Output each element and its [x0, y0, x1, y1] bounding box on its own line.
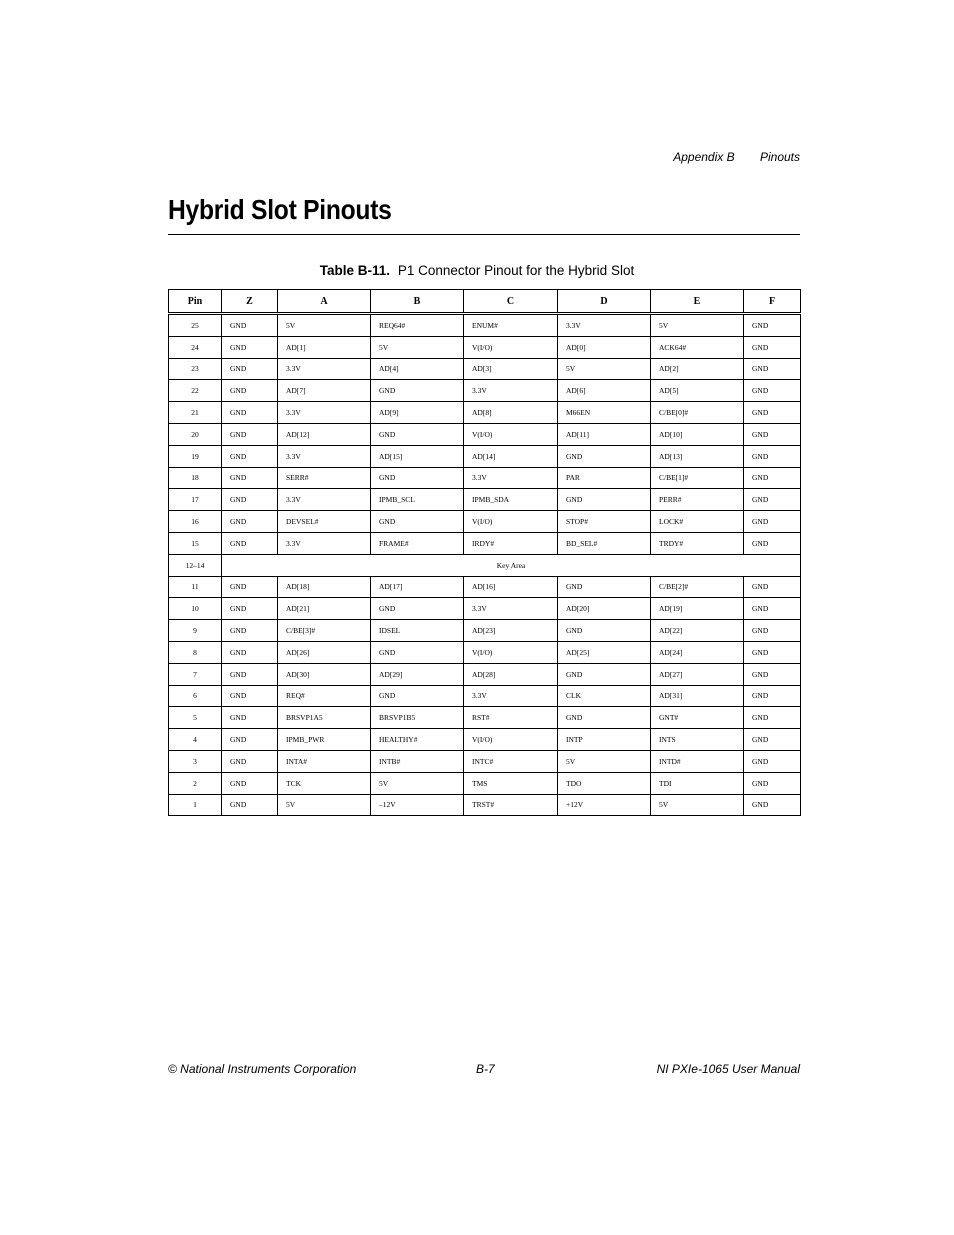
- signal-cell: +12V: [558, 794, 651, 816]
- signal-cell: INTB#: [371, 750, 464, 772]
- signal-cell: GND: [222, 445, 278, 467]
- signal-cell: 3.3V: [278, 402, 371, 424]
- signal-cell: AD[26]: [278, 641, 371, 663]
- pin-number-cell: 16: [169, 511, 222, 533]
- signal-cell: GND: [222, 576, 278, 598]
- signal-cell: INTS: [651, 729, 744, 751]
- signal-cell: GNT#: [651, 707, 744, 729]
- signal-cell: AD[19]: [651, 598, 744, 620]
- signal-cell: TDO: [558, 772, 651, 794]
- pin-number-cell: 24: [169, 336, 222, 358]
- signal-cell: GND: [744, 750, 801, 772]
- signal-cell: RST#: [464, 707, 558, 729]
- signal-cell: INTD#: [651, 750, 744, 772]
- signal-cell: GND: [222, 598, 278, 620]
- signal-cell: AD[17]: [371, 576, 464, 598]
- signal-cell: GND: [744, 402, 801, 424]
- signal-cell: TDI: [651, 772, 744, 794]
- signal-cell: INTP: [558, 729, 651, 751]
- table-row: [169, 380, 801, 402]
- table-body: [169, 314, 801, 816]
- table-caption-label: Table B-11.: [319, 263, 391, 278]
- signal-cell: GND: [744, 467, 801, 489]
- signal-cell: 5V: [558, 750, 651, 772]
- title-rule: [168, 234, 800, 235]
- signal-cell: AD[11]: [558, 423, 651, 445]
- signal-cell: 3.3V: [278, 358, 371, 380]
- table-row: [169, 445, 801, 467]
- signal-cell: ACK64#: [651, 336, 744, 358]
- running-header: [651, 150, 800, 164]
- pin-number-cell: 10: [169, 598, 222, 620]
- signal-cell: AD[6]: [558, 380, 651, 402]
- signal-cell: GND: [744, 663, 801, 685]
- table-row: [169, 641, 801, 663]
- column-header-e: E: [651, 290, 744, 314]
- signal-cell: GND: [744, 423, 801, 445]
- table-row: [169, 358, 801, 380]
- table-row: [169, 772, 801, 794]
- signal-cell: GND: [222, 314, 278, 337]
- table-row: [169, 576, 801, 598]
- key-area-row: [169, 554, 801, 576]
- signal-cell: BD_SEL#: [558, 532, 651, 554]
- pinout-table: [168, 289, 801, 816]
- table-row: [169, 750, 801, 772]
- signal-cell: INTA#: [278, 750, 371, 772]
- pin-number-cell: 15: [169, 532, 222, 554]
- signal-cell: ENUM#: [464, 314, 558, 337]
- pin-number-cell: 11: [169, 576, 222, 598]
- signal-cell: GND: [222, 467, 278, 489]
- signal-cell: GND: [744, 489, 801, 511]
- signal-cell: V(I/O): [464, 511, 558, 533]
- signal-cell: REQ#: [278, 685, 371, 707]
- pin-number-cell: 21: [169, 402, 222, 424]
- pin-number-cell: 2: [169, 772, 222, 794]
- key-area-cell: Key Area: [222, 554, 801, 576]
- pin-number-cell: 9: [169, 620, 222, 642]
- signal-cell: TCK: [278, 772, 371, 794]
- signal-cell: GND: [744, 380, 801, 402]
- signal-cell: AD[22]: [651, 620, 744, 642]
- signal-cell: GND: [558, 489, 651, 511]
- signal-cell: PERR#: [651, 489, 744, 511]
- column-header-z: Z: [222, 290, 278, 314]
- pin-number-cell: 18: [169, 467, 222, 489]
- signal-cell: AD[13]: [651, 445, 744, 467]
- signal-cell: LOCK#: [651, 511, 744, 533]
- signal-cell: GND: [222, 511, 278, 533]
- signal-cell: AD[31]: [651, 685, 744, 707]
- table-row: [169, 598, 801, 620]
- signal-cell: GND: [222, 532, 278, 554]
- pin-number-cell: 5: [169, 707, 222, 729]
- signal-cell: AD[18]: [278, 576, 371, 598]
- signal-cell: GND: [744, 794, 801, 816]
- page-title: Hybrid Slot Pinouts: [168, 194, 392, 225]
- signal-cell: IDSEL: [371, 620, 464, 642]
- signal-cell: 3.3V: [464, 380, 558, 402]
- footer-page-number: B-7: [476, 1062, 495, 1076]
- signal-cell: 5V: [278, 794, 371, 816]
- signal-cell: GND: [222, 707, 278, 729]
- signal-cell: AD[21]: [278, 598, 371, 620]
- signal-cell: GND: [371, 598, 464, 620]
- signal-cell: 5V: [371, 336, 464, 358]
- signal-cell: AD[5]: [651, 380, 744, 402]
- pin-number-cell: 4: [169, 729, 222, 751]
- signal-cell: AD[8]: [464, 402, 558, 424]
- signal-cell: BRSVP1A5: [278, 707, 371, 729]
- signal-cell: DEVSEL#: [278, 511, 371, 533]
- signal-cell: M66EN: [558, 402, 651, 424]
- signal-cell: GND: [744, 641, 801, 663]
- signal-cell: 3.3V: [464, 598, 558, 620]
- signal-cell: 3.3V: [278, 532, 371, 554]
- footer-copyright: © National Instruments Corporation: [168, 1062, 357, 1076]
- signal-cell: V(I/O): [464, 729, 558, 751]
- pin-number-cell: 3: [169, 750, 222, 772]
- signal-cell: AD[15]: [371, 445, 464, 467]
- signal-cell: AD[24]: [651, 641, 744, 663]
- signal-cell: GND: [744, 511, 801, 533]
- signal-cell: V(I/O): [464, 423, 558, 445]
- signal-cell: 5V: [371, 772, 464, 794]
- signal-cell: TMS: [464, 772, 558, 794]
- signal-cell: STOP#: [558, 511, 651, 533]
- signal-cell: AD[0]: [558, 336, 651, 358]
- signal-cell: AD[12]: [278, 423, 371, 445]
- signal-cell: AD[29]: [371, 663, 464, 685]
- signal-cell: AD[2]: [651, 358, 744, 380]
- signal-cell: GND: [222, 729, 278, 751]
- table-header-row: [169, 290, 801, 314]
- column-header-d: D: [558, 290, 651, 314]
- table-row: [169, 620, 801, 642]
- signal-cell: GND: [222, 358, 278, 380]
- signal-cell: GND: [371, 641, 464, 663]
- signal-cell: 3.3V: [464, 685, 558, 707]
- signal-cell: AD[27]: [651, 663, 744, 685]
- signal-cell: GND: [222, 750, 278, 772]
- table-caption: [0, 263, 954, 278]
- table-row: [169, 532, 801, 554]
- footer-manual-title: NI PXIe-1065 User Manual: [656, 1062, 800, 1076]
- table-row: [169, 314, 801, 337]
- signal-cell: AD[16]: [464, 576, 558, 598]
- column-header-b: B: [371, 290, 464, 314]
- signal-cell: GND: [558, 576, 651, 598]
- signal-cell: GND: [744, 336, 801, 358]
- signal-cell: AD[7]: [278, 380, 371, 402]
- signal-cell: 5V: [651, 794, 744, 816]
- table-row: [169, 467, 801, 489]
- signal-cell: SERR#: [278, 467, 371, 489]
- signal-cell: GND: [222, 423, 278, 445]
- signal-cell: 5V: [278, 314, 371, 337]
- pin-number-cell: 6: [169, 685, 222, 707]
- signal-cell: TRDY#: [651, 532, 744, 554]
- signal-cell: GND: [222, 620, 278, 642]
- table-row: [169, 663, 801, 685]
- signal-cell: GND: [558, 707, 651, 729]
- signal-cell: HEALTHY#: [371, 729, 464, 751]
- signal-cell: GND: [558, 620, 651, 642]
- pin-number-cell: 8: [169, 641, 222, 663]
- table-caption-text: P1 Connector Pinout for the Hybrid Slot: [397, 263, 635, 278]
- signal-cell: C/BE[2]#: [651, 576, 744, 598]
- signal-cell: C/BE[1]#: [651, 467, 744, 489]
- signal-cell: GND: [744, 598, 801, 620]
- signal-cell: TRST#: [464, 794, 558, 816]
- pin-number-cell: 17: [169, 489, 222, 511]
- pin-number-cell: 7: [169, 663, 222, 685]
- signal-cell: AD[25]: [558, 641, 651, 663]
- signal-cell: GND: [371, 380, 464, 402]
- signal-cell: 3.3V: [558, 314, 651, 337]
- signal-cell: V(I/O): [464, 336, 558, 358]
- signal-cell: IPMB_SDA: [464, 489, 558, 511]
- signal-cell: C/BE[3]#: [278, 620, 371, 642]
- signal-cell: AD[9]: [371, 402, 464, 424]
- signal-cell: IRDY#: [464, 532, 558, 554]
- signal-cell: AD[20]: [558, 598, 651, 620]
- signal-cell: AD[23]: [464, 620, 558, 642]
- signal-cell: AD[28]: [464, 663, 558, 685]
- header-chapter: Pinouts: [759, 150, 800, 164]
- table-row: [169, 729, 801, 751]
- signal-cell: GND: [222, 489, 278, 511]
- pin-number-cell: 12–14: [169, 554, 222, 576]
- signal-cell: GND: [371, 685, 464, 707]
- signal-cell: GND: [744, 445, 801, 467]
- signal-cell: 3.3V: [278, 445, 371, 467]
- signal-cell: REQ64#: [371, 314, 464, 337]
- table-row: [169, 402, 801, 424]
- pin-number-cell: 22: [169, 380, 222, 402]
- signal-cell: GND: [744, 576, 801, 598]
- signal-cell: C/BE[0]#: [651, 402, 744, 424]
- header-section: Appendix B: [673, 150, 735, 164]
- signal-cell: GND: [222, 685, 278, 707]
- signal-cell: GND: [371, 423, 464, 445]
- pin-number-cell: 23: [169, 358, 222, 380]
- signal-cell: GND: [222, 380, 278, 402]
- pin-number-cell: 25: [169, 314, 222, 337]
- signal-cell: AD[1]: [278, 336, 371, 358]
- table-row: [169, 489, 801, 511]
- signal-cell: AD[3]: [464, 358, 558, 380]
- table-row: [169, 336, 801, 358]
- signal-cell: CLK: [558, 685, 651, 707]
- signal-cell: GND: [222, 794, 278, 816]
- signal-cell: V(I/O): [464, 641, 558, 663]
- signal-cell: GND: [371, 511, 464, 533]
- pin-number-cell: 19: [169, 445, 222, 467]
- table-row: [169, 511, 801, 533]
- signal-cell: IPMB_SCL: [371, 489, 464, 511]
- signal-cell: GND: [744, 729, 801, 751]
- pin-number-cell: 1: [169, 794, 222, 816]
- signal-cell: GND: [744, 685, 801, 707]
- signal-cell: GND: [222, 336, 278, 358]
- signal-cell: FRAME#: [371, 532, 464, 554]
- signal-cell: GND: [558, 445, 651, 467]
- table-row: [169, 685, 801, 707]
- signal-cell: GND: [744, 772, 801, 794]
- column-header-a: A: [278, 290, 371, 314]
- table-row: [169, 794, 801, 816]
- signal-cell: AD[30]: [278, 663, 371, 685]
- signal-cell: GND: [222, 663, 278, 685]
- pin-number-cell: 20: [169, 423, 222, 445]
- column-header-f: F: [744, 290, 801, 314]
- signal-cell: IPMB_PWR: [278, 729, 371, 751]
- signal-cell: GND: [744, 532, 801, 554]
- table-row: [169, 423, 801, 445]
- signal-cell: GND: [222, 772, 278, 794]
- signal-cell: AD[14]: [464, 445, 558, 467]
- table-row: [169, 707, 801, 729]
- signal-cell: AD[4]: [371, 358, 464, 380]
- signal-cell: GND: [744, 707, 801, 729]
- signal-cell: GND: [222, 402, 278, 424]
- signal-cell: PAR: [558, 467, 651, 489]
- signal-cell: 5V: [558, 358, 651, 380]
- signal-cell: INTC#: [464, 750, 558, 772]
- signal-cell: AD[10]: [651, 423, 744, 445]
- signal-cell: GND: [744, 314, 801, 337]
- column-header-pin: Pin: [169, 290, 222, 314]
- column-header-c: C: [464, 290, 558, 314]
- signal-cell: 5V: [651, 314, 744, 337]
- signal-cell: GND: [558, 663, 651, 685]
- signal-cell: 3.3V: [278, 489, 371, 511]
- signal-cell: GND: [371, 467, 464, 489]
- signal-cell: GND: [222, 641, 278, 663]
- signal-cell: 3.3V: [464, 467, 558, 489]
- signal-cell: BRSVP1B5: [371, 707, 464, 729]
- signal-cell: GND: [744, 620, 801, 642]
- signal-cell: GND: [744, 358, 801, 380]
- signal-cell: –12V: [371, 794, 464, 816]
